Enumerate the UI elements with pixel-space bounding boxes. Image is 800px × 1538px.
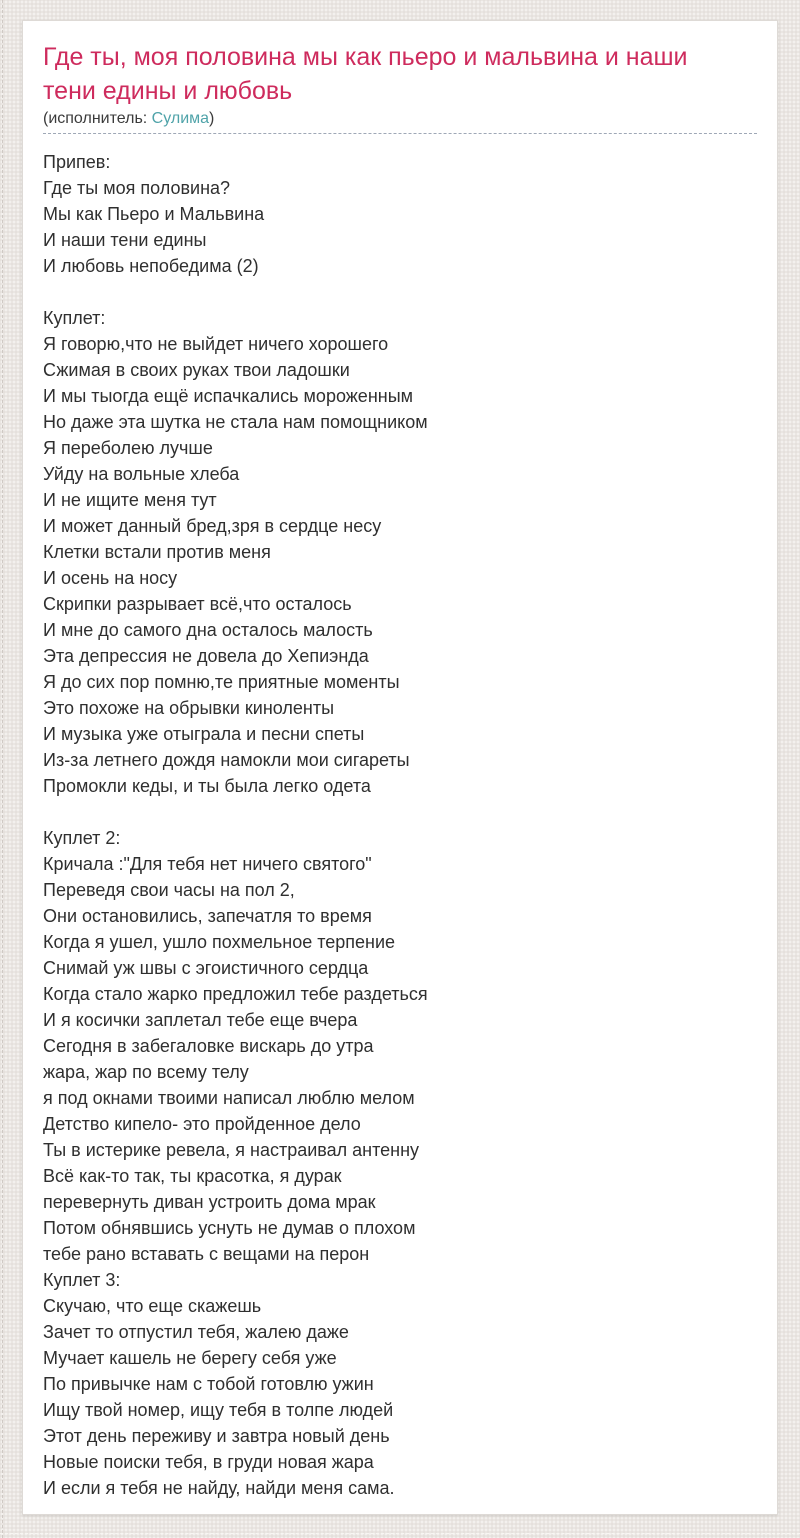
- lyric-line: Когда я ушел, ушло похмельное терпение: [43, 932, 396, 952]
- lyric-line: Ищу твой номер, ищу тебя в толпе людей: [43, 1400, 394, 1420]
- lyric-line: И я косички заплетал тебе еще вчера: [43, 1010, 358, 1030]
- lyric-line: И если я тебя не найду, найди меня сама.: [43, 1478, 395, 1498]
- lyric-line: Куплет:: [43, 308, 106, 328]
- lyric-line: И музыка уже отыграла и песни спеты: [43, 724, 365, 744]
- lyric-line: тебе рано вставать с вещами на перон: [43, 1244, 370, 1264]
- lyric-line: Ты в истерике ревела, я настраивал антенну: [43, 1140, 420, 1160]
- lyric-line: Детство кипело- это пройденное дело: [43, 1114, 361, 1134]
- lyric-line: Этот день переживу и завтра новый день: [43, 1426, 390, 1446]
- lyric-line: Уйду на вольные хлеба: [43, 464, 240, 484]
- lyric-line: Кричала :"Для тебя нет ничего святого": [43, 854, 372, 874]
- lyric-line: перевернуть диван устроить дома мрак: [43, 1192, 376, 1212]
- lyric-line: Когда стало жарко предложил тебе раздеться: [43, 984, 428, 1004]
- lyric-line: И наши тени едины: [43, 230, 207, 250]
- lyric-line: Клетки встали против меня: [43, 542, 271, 562]
- lyrics-text: [43, 149, 757, 1501]
- lyric-line: И не ищите меня тут: [43, 490, 217, 510]
- lyric-line: Новые поиски тебя, в груди новая жара: [43, 1452, 374, 1472]
- lyric-line: Снимай уж швы с эгоистичного сердца: [43, 958, 369, 978]
- artist-suffix: ): [209, 110, 215, 127]
- lyric-line: Мы как Пьеро и Мальвина: [43, 204, 265, 224]
- lyric-line: И мы тыогда ещё испачкались мороженным: [43, 386, 414, 406]
- lyric-line: Скрипки разрывает всё,что осталось: [43, 594, 352, 614]
- lyric-line: Всё как-то так, ты красотка, я дурак: [43, 1166, 342, 1186]
- lyric-line: Я говорю,что не выйдет ничего хорошего: [43, 334, 389, 354]
- lyric-line: И осень на носу: [43, 568, 178, 588]
- lyric-line: По привычке нам с тобой готовлю ужин: [43, 1374, 374, 1394]
- lyric-line: я под окнами твоими написал люблю мелом: [43, 1088, 415, 1108]
- lyric-line: [43, 799, 757, 825]
- lyric-line: Сжимая в своих руках твои ладошки: [43, 360, 350, 380]
- lyric-line: Куплет 3:: [43, 1270, 121, 1290]
- lyric-line: Куплет 2:: [43, 828, 121, 848]
- content-card: [22, 20, 778, 1515]
- lyric-line: И мне до самого дна осталось малость: [43, 620, 373, 640]
- page-title: Где ты, моя половина мы как пьеро и мальвина и наши тени едины и любовь: [43, 43, 688, 105]
- lyric-line: Я до сих пор помню,те приятные моменты: [43, 672, 400, 692]
- page-left-dashed-edge: [2, 0, 3, 1538]
- lyric-line: Потом обнявшись уснуть не думав о плохом: [43, 1218, 416, 1238]
- lyric-line: Сегодня в забегаловке вискарь до утра: [43, 1036, 374, 1056]
- lyric-line: жара, жар по всему телу: [43, 1062, 249, 1082]
- lyric-line: Но даже эта шутка не стала нам помощником: [43, 412, 428, 432]
- lyric-line: [43, 279, 757, 305]
- lyric-line: Зачет то отпустил тебя, жалею даже: [43, 1322, 349, 1342]
- lyric-line: Переведя свои часы на пол 2,: [43, 880, 295, 900]
- lyric-line: И любовь непобедима (2): [43, 256, 259, 276]
- lyric-line: Я переболею лучше: [43, 438, 213, 458]
- lyric-line: Припев:: [43, 152, 111, 172]
- lyric-line: Скучаю, что еще скажешь: [43, 1296, 262, 1316]
- lyric-line: Промокли кеды, и ты была легко одета: [43, 776, 371, 796]
- lyric-line: И может данный бред,зря в сердце несу: [43, 516, 382, 536]
- lyric-line: Где ты моя половина?: [43, 178, 231, 198]
- artist-label: (исполнитель:: [43, 110, 148, 127]
- lyric-line: Эта депрессия не довела до Хепиэнда: [43, 646, 369, 666]
- artist-link[interactable]: Сулима: [151, 110, 210, 127]
- page-bottom-dashed-edge: [0, 1533, 800, 1534]
- lyric-line: Мучает кашель не берегу себя уже: [43, 1348, 337, 1368]
- lyric-line: Это похоже на обрывки киноленты: [43, 698, 335, 718]
- lyric-line: Из-за летнего дождя намокли мои сигареты: [43, 750, 410, 770]
- artist-line: [43, 110, 757, 134]
- lyric-line: Они остановились, запечатля то время: [43, 906, 372, 926]
